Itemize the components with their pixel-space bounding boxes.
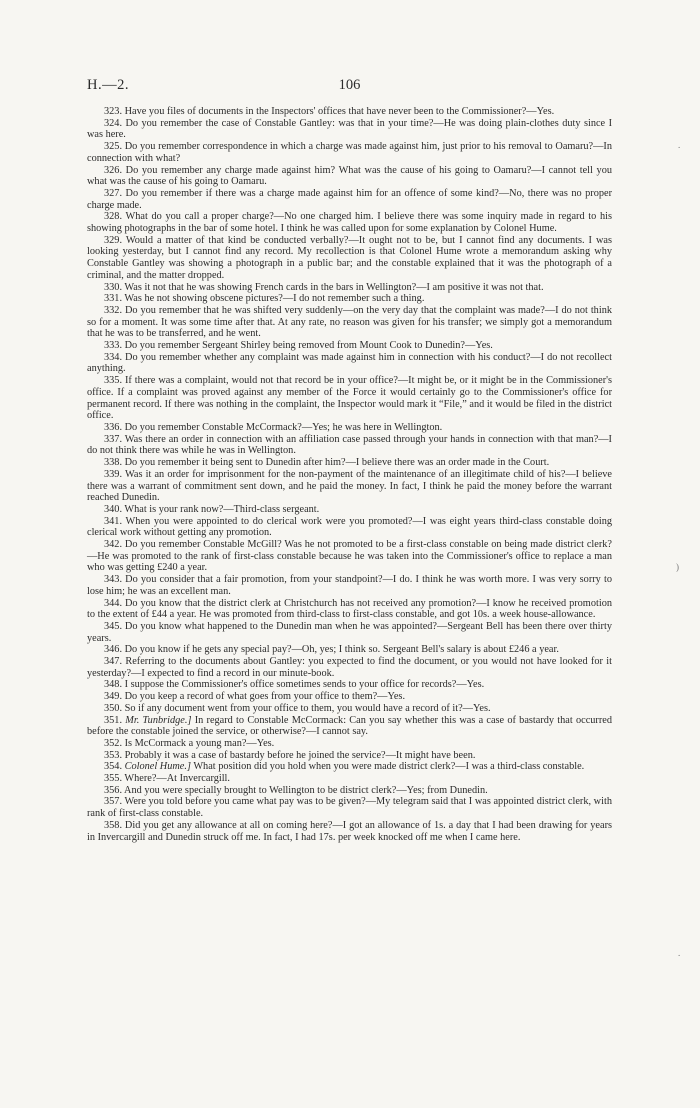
paragraph-text: What position did you hold when you were made district clerk?—I was a third-class constable. [193,761,585,773]
testimony-paragraph [87,516,612,539]
testimony-paragraph [87,621,612,644]
paragraph-text: 334. Do you remember whether any complaint was made against him in connection with his conduct?—I do not recollect anything. [87,351,612,375]
testimony-paragraph [87,422,612,434]
testimony-paragraph [87,340,612,352]
testimony-paragraph [87,457,612,469]
paragraph-text: 336. Do you remember Constable McCormack?—Yes; he was here in Wellington. [104,421,443,433]
testimony-paragraph [87,796,612,819]
paragraph-text: 342. Do you remember Constable McGill? Was he not promoted to be a first-class constable on being made district clerk?—He was promoted to the rank of first-class constable because he was taken into the Commissioner's office to replace a man who was getting £240 a year. [87,539,612,574]
paragraph-text: 332. Do you remember that he was shifted very suddenly—on the very day that the complaint was made?—I do not think so for a moment. It was some time after that. At any rate, no reason was given for his transfer; we simply got a memorandum that he was to be transferred, and he went. [87,304,612,340]
testimony-paragraph [87,656,612,679]
paragraph-text: 350. So if any document went from your office to them, you would have a record of it?—Yes. [104,702,491,714]
speaker-name: Colonel Hume.] [124,761,191,773]
question-number: 351. [104,714,126,726]
paragraph-text: 357. Were you told before you came what pay was to be given?—My telegram said that I was appointed district clerk, with rank of first-class constable. [87,796,612,820]
testimony-paragraph [87,434,612,457]
paragraph-text: 356. And you were specially brought to Wellington to be district clerk?—Yes; from Dunedin. [104,784,488,796]
paragraph-text: 341. When you were appointed to do clerical work were you promoted?—I was eight years third-class constable doing clerical work without getting any promotion. [87,515,612,539]
testimony-paragraph [87,188,612,211]
paragraph-text: 348. I suppose the Commissioner's office sometimes sends to your office for records?—Yes. [104,679,485,691]
testimony-paragraph [87,715,612,738]
testimony-paragraph [87,282,612,294]
paragraph-text: 353. Probably it was a case of bastardy before he joined the service?—It might have been. [104,749,476,761]
testimony-paragraph [87,750,612,762]
testimony-paragraph [87,165,612,188]
testimony-paragraph [87,305,612,340]
paragraph-text: 347. Referring to the documents about Gantley: you expected to find the document, or you would not have looked for it yesterday?—I expected to find a record in our minute-book. [87,656,612,679]
speaker-name: Mr. Tunbridge.] [125,714,192,726]
testimony-paragraph [87,235,612,282]
testimony-paragraph [87,539,612,574]
testimony-paragraph [87,820,612,843]
paragraph-text: 345. Do you know what happened to the Dunedin man when he was appointed?—Sergeant Bell has been there over thirty years. [87,620,612,644]
testimony-paragraph [87,106,612,118]
paragraph-text: 329. Would a matter of that kind be conducted verbally?—It ought not to be, but I cannot find any documents. I was looking yesterday, but I cannot find any record. My recollection is that Colonel Hume wrote a memorandum asking why Constable Gantley was showing a photograph in a public bar; and the constable explained that it was the photograph of a criminal, and the matter dropped. [87,234,612,281]
margin-tick: . [678,948,681,958]
paragraph-text: 331. Was he not showing obscene pictures?—I do not remember such a thing. [104,293,425,305]
paragraph-text: 328. What do you call a proper charge?—No one charged him. I believe there was some inquiry made in regard to his showing photographs in the bar of some hotel. I think he was called upon for some explanation by Colonel Hume. [87,211,612,235]
paragraph-text: 333. Do you remember Sergeant Shirley being removed from Mount Cook to Dunedin?—Yes. [104,340,493,352]
margin-tick: ) [676,562,679,572]
page-number: 106 [338,77,361,93]
paragraph-text: 340. What is your rank now?—Third-class sergeant. [104,503,320,515]
testimony-paragraph [87,598,612,621]
margin-tick: . [678,140,681,150]
testimony-paragraph [87,293,612,305]
testimony-paragraph [87,644,612,656]
testimony-paragraph [87,375,612,422]
testimony-paragraph [87,211,612,234]
page-header [87,77,612,95]
testimony-paragraph [87,118,612,141]
paragraph-text: 344. Do you know that the district clerk at Christchurch has not received any promotion?—I know he received promotion to the extent of £44 a year. He was promoted from third-class to first-class constable, and got 10s. a week house-allowance. [87,597,612,621]
testimony-paragraph [87,703,612,715]
paragraph-text: 323. Have you files of documents in the Inspectors' offices that have never been to the Commissioner?—Yes. [104,106,555,117]
paragraph-text: 326. Do you remember any charge made against him? What was the cause of his going to Oamaru?—I cannot tell you what was the cause of his going to Oamaru. [87,164,612,188]
testimony-paragraph [87,504,612,516]
paragraph-text: 352. Is McCormack a young man?—Yes. [104,737,275,749]
paragraph-text: 330. Was it not that he was showing French cards in the bars in Wellington?—I am positive it was not that. [104,281,544,293]
paragraph-text: 324. Do you remember the case of Constable Gantley: was that in your time?—He was doing plain-clothes duty since I was here. [87,117,612,141]
paragraph-text: 327. Do you remember if there was a charge made against him for an offence of some kind?—No, there was no proper charge made. [87,187,612,211]
paragraph-text: 346. Do you know if he gets any special pay?—Oh, yes; I think so. Sergeant Bell's salary is about £246 a year. [104,644,559,656]
paragraph-text: 335. If there was a complaint, would not that record be in your office?—It might be, or it might be in the Commissioner's office. If a complaint was proved against any member of the Force it would certainly go to the Commissioner's office for permanent record. If there was nothing in the complaint, the Inspector would mark it “File,” and it would be filed in the district office. [87,375,612,422]
paragraph-text: 343. Do you consider that a fair promotion, from your standpoint?—I do. I think he was worth more. I was very sorry to lose him; he was an excellent man. [87,574,612,597]
document-reference: H.—2. [87,77,129,93]
paragraph-text: 338. Do you remember it being sent to Dunedin after him?—I believe there was an order made in the Court. [104,457,550,469]
paragraph-text: 337. Was there an order in connection with an affiliation case passed through your hands in connection with that man?—I do not think there was while he was in Wellington. [87,433,612,457]
testimony-paragraph [87,785,612,797]
document-body [87,106,612,843]
paragraph-text: 355. Where?—At Invercargill. [104,773,230,785]
paragraph-text: In regard to Constable McCormack: Can you say whether this was a case of bastardy that occurred before the constable joined the service, or otherwise?—I cannot say. [87,714,612,738]
testimony-paragraph [87,738,612,750]
paragraph-text: 325. Do you remember correspondence in which a charge was made against him, just prior to his removal to Oamaru?—In connection with what? [87,141,612,164]
paragraph-text: 358. Did you get any allowance at all on coming here?—I got an allowance of 1s. a day that I had been drawing for years in Invercargill and Dunedin struck off me. In fact, I had 17s. per week knocked off me when I came here. [87,819,612,843]
testimony-paragraph [87,773,612,785]
question-number: 354. [104,761,125,773]
testimony-paragraph [87,574,612,597]
testimony-paragraph [87,691,612,703]
paragraph-text: 349. Do you keep a record of what goes from your office to them?—Yes. [104,691,406,703]
testimony-paragraph [87,679,612,691]
testimony-paragraph [87,469,612,504]
paragraph-text: 339. Was it an order for imprisonment for the non-payment of the maintenance of an illegitimate child of his?—I believe there was a warrant of commitment sent down, and he paid the money. In fact, I think he paid the money before the warrant reached Dunedin. [87,468,612,504]
testimony-paragraph [87,352,612,375]
testimony-paragraph [87,141,612,164]
testimony-paragraph [87,761,612,773]
